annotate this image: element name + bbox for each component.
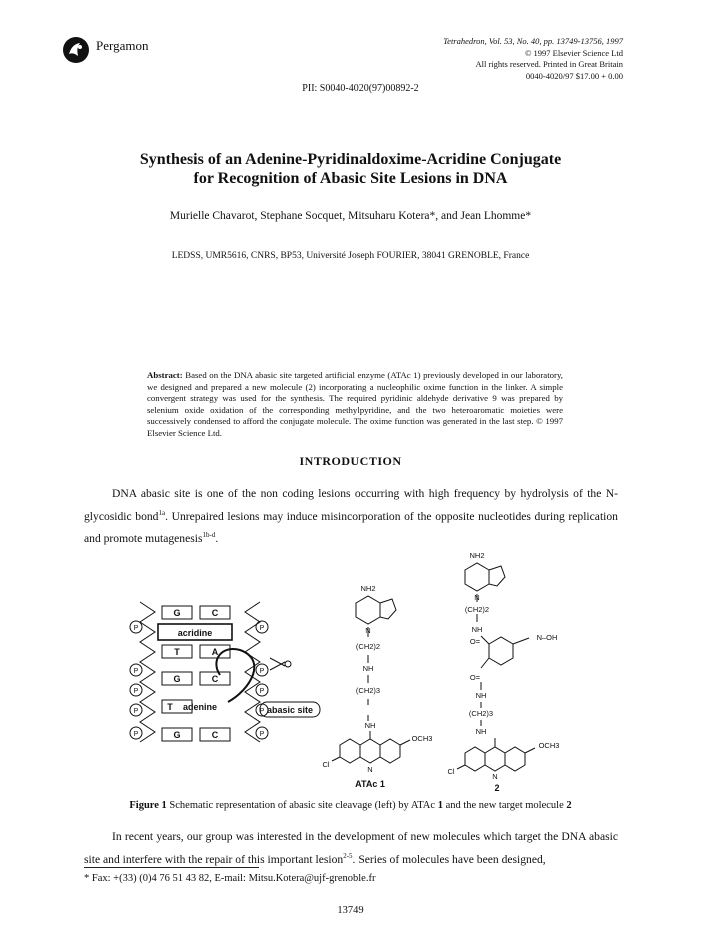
ch2-label: (CH2)2 bbox=[355, 642, 381, 651]
nh-label: NH bbox=[475, 691, 487, 700]
intro-p1-text: DNA abasic site is one of the non coding lesions occurring with high frequency by hydrolysis of the N-glycosidic bond bbox=[84, 487, 618, 523]
section-heading-introduction: INTRODUCTION bbox=[299, 454, 402, 468]
abasic-site-schematic bbox=[110, 590, 350, 770]
citation-ref: 1b-d bbox=[202, 530, 216, 539]
journal-info bbox=[343, 36, 623, 82]
n-label: N bbox=[367, 765, 373, 774]
nh-label: NH bbox=[471, 625, 483, 634]
nh2-label: NH2 bbox=[360, 584, 376, 593]
intro-p1-mid: . Unrepaired lesions may induce misincorporation of the opposite nucleotides during replication and promote mutagenesis bbox=[84, 509, 618, 545]
title-line-1: Synthesis of an Adenine-Pyridinaldoxime-Acridine Conjugate bbox=[139, 151, 562, 168]
molecule-2-label: 2 bbox=[494, 783, 500, 793]
intro-p2-end: . Series of molecules have been designed, bbox=[352, 852, 546, 866]
base-t: T bbox=[174, 647, 180, 657]
oxime-label: N–OH bbox=[536, 633, 558, 642]
base-g: G bbox=[173, 730, 181, 740]
ch2-label: (CH2)3 bbox=[468, 709, 494, 718]
article-title bbox=[0, 150, 701, 188]
base-c: C bbox=[211, 730, 219, 740]
phosphate-label: P bbox=[133, 688, 139, 695]
author-list: Murielle Chavarot, Stephane Socquet, Mitsuharu Kotera*, and Jean Lhomme* bbox=[169, 210, 532, 222]
phosphate-label: P bbox=[259, 668, 265, 675]
abstract-text: Based on the DNA abasic site targeted artificial enzyme (ATAc 1) previously developed in our laboratory, we designed and prepared a new molecule (2) incorporating a nucleophilic oxime function in the linker. A simple convergent strategy was used for the synthesis. The required pyridinic aldehyde derivative 9 was prepared by selenium oxide oxidation of the corresponding methylpyridine, and the two heteroaromatic moieties were successively condensed to afford the conjugate molecule. The oxime function was generated in the last step. © 1997 Elsevier Science Ltd. bbox=[147, 370, 563, 438]
publisher-name: Pergamon bbox=[96, 38, 149, 53]
base-c: C bbox=[211, 608, 219, 618]
phosphate-label: P bbox=[259, 688, 265, 695]
och3-label: OCH3 bbox=[411, 734, 433, 743]
citation-ref: 1a bbox=[158, 508, 166, 517]
molecule-atac-1 bbox=[318, 575, 448, 790]
intro-p1-end: . bbox=[215, 531, 219, 545]
title-line-2: for Recognition of Abasic Site Lesions in DNA bbox=[193, 170, 508, 187]
ch2-label: (CH2)2 bbox=[464, 605, 490, 614]
affiliation: LEDSS, UMR5616, CNRS, BP53, Université Joseph FOURIER, 38041 GRENOBLE, France bbox=[171, 251, 530, 261]
cl-label: Cl bbox=[447, 767, 455, 776]
nh-label: NH bbox=[362, 664, 374, 673]
phosphate-label: P bbox=[133, 625, 139, 632]
nh-label: NH bbox=[364, 721, 376, 730]
adenine-label: adenine bbox=[182, 702, 218, 712]
och3-label: OCH3 bbox=[538, 741, 560, 750]
n-label: N bbox=[492, 772, 498, 781]
intro-p2-text: In recent years, our group was interested in the development of new molecules which target the DNA abasic site and interfere with the repair of this important lesion bbox=[84, 830, 618, 866]
base-g: G bbox=[173, 608, 181, 618]
journal-citation: Tetrahedron, Vol. 53, No. 40, pp. 13749-13756, 1997 bbox=[443, 36, 623, 46]
molecule-1-label: ATAc 1 bbox=[355, 779, 385, 789]
nh2-label: NH2 bbox=[469, 551, 485, 560]
pii-line: PII: S0040-4020(97)00892-2 bbox=[302, 83, 419, 94]
nh-label: NH bbox=[475, 727, 487, 736]
acridine-label: acridine bbox=[177, 628, 213, 638]
price-line: 0040-4020/97 $17.00 + 0.00 bbox=[525, 70, 623, 81]
phosphate-label: P bbox=[133, 708, 139, 715]
molecule-2 bbox=[445, 548, 595, 793]
phosphate-label: P bbox=[259, 731, 265, 738]
base-t: T bbox=[167, 702, 173, 712]
figure-caption bbox=[0, 800, 701, 811]
intro-paragraph-2 bbox=[84, 827, 618, 869]
caption-text: Schematic representation of abasic site cleavage (left) by ATAc bbox=[166, 800, 438, 811]
abasic-site-label: abasic site bbox=[266, 705, 314, 715]
rights-line: All rights reserved. Printed in Great Britain bbox=[475, 59, 623, 69]
copyright-line: © 1997 Elsevier Science Ltd bbox=[524, 47, 623, 58]
intro-paragraph-1 bbox=[84, 484, 618, 548]
footnote: * Fax: +(33) (0)4 76 51 43 82, E-mail: Mitsu.Kotera@ujf-grenoble.fr bbox=[84, 873, 376, 884]
abstract-label: Abstract: bbox=[147, 370, 183, 380]
n-label: N bbox=[365, 626, 371, 635]
caption-text: and the new target molecule bbox=[442, 800, 567, 811]
caption-molecule-ref: 1 bbox=[437, 800, 443, 811]
carbonyl-label: O= bbox=[469, 637, 481, 646]
ch2-label: (CH2)3 bbox=[355, 686, 381, 695]
abstract bbox=[147, 370, 563, 440]
phosphate-label: P bbox=[133, 731, 139, 738]
carbonyl-label: O= bbox=[469, 673, 481, 682]
caption-molecule-ref: 2 bbox=[566, 800, 572, 811]
n-label: N bbox=[474, 593, 480, 602]
citation-ref: 2-5 bbox=[343, 851, 353, 860]
base-c: C bbox=[211, 674, 219, 684]
pergamon-logo bbox=[62, 36, 90, 64]
page-number: 13749 bbox=[337, 905, 364, 916]
base-g: G bbox=[173, 674, 181, 684]
base-a: A bbox=[211, 647, 219, 657]
phosphate-label: P bbox=[259, 708, 265, 715]
footnote-rule bbox=[84, 867, 259, 868]
phosphate-label: P bbox=[133, 668, 139, 675]
phosphate-label: P bbox=[259, 625, 265, 632]
cl-label: Cl bbox=[322, 760, 330, 769]
figure-label: Figure 1 bbox=[129, 800, 167, 811]
